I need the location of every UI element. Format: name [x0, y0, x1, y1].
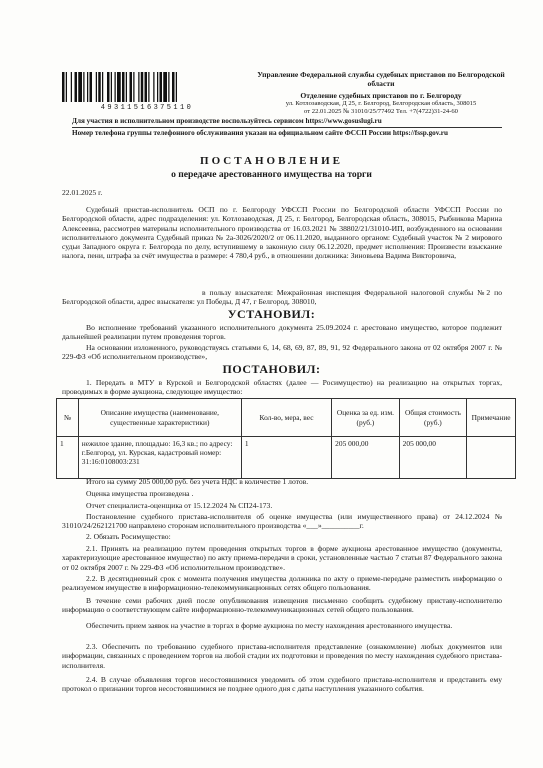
department-name: Отделение судебных приставов по г. Белгороду: [300, 90, 462, 100]
total-sum: Итого на сумму 205 000,00 руб. без учета НДС в количестве 1 лотов.: [86, 477, 309, 486]
barcode-bar: [172, 72, 175, 102]
established-text: Во исполнение требований указанного исполнительного документа 25.09.2024 г. арестовано имущество, которое подлежит дальнейшей реализации путем проведения торгов.: [62, 323, 502, 342]
department-address: ул. Котлозаводская, Д 25, г. Белгород, Белгородская область, 308015: [285, 99, 477, 107]
barcode-bar: [138, 72, 139, 102]
column-header: Кол-во, мера, вес: [241, 399, 331, 437]
barcode-digits: 49311516375110: [100, 104, 194, 112]
note: [467, 437, 516, 479]
property-table: [56, 398, 516, 479]
barcode-bar: [157, 72, 158, 102]
document-date: 22.01.2025 г.: [62, 188, 103, 197]
decision-item-2-1: 2.1. Принять на реализацию путем проведения открытых торгов в форме аукциона арестованное имущество (документы, характеризующие арестованное имущество) по акту приема-передачи в сроки, установленные частью 7 статьи 87 Федерального закона от 02 октября 2007 г. № 229-ФЗ «Об исполнительном производстве».: [62, 544, 502, 572]
column-header: Общая стоимость (руб.): [399, 399, 467, 437]
barcode-bar: [71, 72, 72, 102]
barcode: [62, 72, 232, 102]
barcode-bar: [163, 72, 167, 102]
column-header: Оценка за ед. изм. (руб.): [332, 399, 400, 437]
barcode-bar: [62, 72, 65, 102]
column-header: Примечание: [467, 399, 516, 437]
valuation-note: Оценка имущества произведена .: [86, 489, 194, 498]
decision-item-2-4: 2.4. В случае объявления торгов несостоявшимися уведомить об этом судебного пристава-исполнителя и представить ему протокол о признании торгов несостоявшимися не позднее одного дня с даты наступления указанного события.: [62, 675, 502, 694]
barcode-bar: [117, 72, 121, 102]
phone-notice: Номер телефона группы телефонного обслуживания указан на официальном сайте ФССП России https://fssp.gov.ru: [72, 129, 448, 137]
barcode-bar: [160, 72, 163, 102]
barcode-bar: [126, 72, 127, 102]
barcode-bar: [168, 72, 169, 102]
decision-item-2: 2. Обязать Росимущество:: [86, 532, 171, 541]
property-quantity: 1: [241, 437, 331, 479]
barcode-bar: [130, 72, 133, 102]
document-title: ПОСТАНОВЛЕНИЕ: [200, 155, 343, 167]
barcode-bar: [78, 72, 82, 102]
barcode-bar: [90, 72, 93, 102]
barcode-bar: [66, 72, 67, 102]
column-header: Описание имущества (наименование, существенные характеристики): [78, 399, 241, 437]
document-subtitle: о передаче арестованного имущества на торги: [171, 169, 372, 180]
decision-item-2-2-notice: В течение семи рабочих дней после опубликования извещения письменно сообщить судебному приставу-исполнителю информацию о соответствующем сайте информационно-телекоммуникационных сетей общего пользования.: [62, 596, 502, 615]
barcode-bar: [107, 72, 110, 102]
barcode-bar: [111, 72, 112, 102]
gosuslugi-notice: Для участия в исполнительном производстве воспользуйтесь сервисом https://www.gosuslugi.ru: [72, 117, 382, 125]
table-row: [57, 437, 516, 479]
claimant-paragraph: в пользу взыскателя: Межрайонная инспекция Федеральной налоговой службы №2 по Белгородской области, адрес взыскателя: ул Победы, Д 47, г Белгород, 308010,: [62, 288, 502, 307]
row-number: 1: [57, 437, 79, 479]
barcode-bar: [83, 72, 84, 102]
valuation-resolution: Постановление судебного пристава-исполнителя об оценке имущества (или имущественного права) от 24.12.2024 № 31010/24/262121700 направлено сторонам исполнительного производства «___»__________г.: [62, 512, 502, 531]
barcode-bar: [148, 72, 149, 102]
org-name: Управление Федеральной службы судебных приставов по Белгородской: [257, 70, 505, 79]
org-name-cont: области: [367, 79, 395, 89]
barcode-bar: [115, 72, 116, 102]
divider: [72, 127, 502, 128]
appraiser-report: Отчет специалиста-оценщика от 15.12.2024 № СП24-173.: [86, 501, 273, 510]
barcode-bar: [153, 72, 154, 102]
decision-item-2-3: 2.3. Обеспечить по требованию судебного пристава-исполнителя представление (ознакомление) любых документов или информации, связанных с проведением торгов на любой стадии их подготовки и проведения по месту нахождения судебного пристава-исполнителя.: [62, 642, 502, 670]
barcode-bar: [176, 72, 177, 102]
barcode-bar: [133, 72, 134, 102]
barcode-bar: [141, 72, 144, 102]
legal-basis-text: На основании изложенного, руководствуясь статьями 6, 14, 68, 69, 87, 89, 91, 92 Федерального закона от 02 октября 2007 г. № 229-ФЗ «Об исполнительном производстве»,: [62, 343, 502, 362]
section-heading-ustanovil: УСТАНОВИЛ:: [227, 307, 316, 321]
barcode-bar: [96, 72, 97, 102]
intro-paragraph: Судебный пристав-исполнитель ОСП по г. Белгороду УФССП России по Белгородской области УФССП России по Белгородской области, адрес подразделения: ул. Котлозаводская, Д 25, г. Белгород, Белгородская область, 308015, Рыбникова Марина Алексеевна, рассмотрев материалы исполнительного производства от 16.03.2021 № 38802/21/31010-ИП, возбужденного на основании исполнительного документа Судебный приказ № 2а-3026/2020/2 от 06.11.2020, выданного органом: Судебный участок № 2 мирового судьи Западного округа г. Белгорода по делу, вступившему в законную силу 06.12.2020, предмет исполнения: Произвести взыскание налога, пени, штрафа за счёт имущества в размере: 4 780,4 руб., в отношении должника: Зиновьева Вадима Викторовича,: [62, 205, 502, 261]
barcode-bar: [75, 72, 78, 102]
decision-item-2-2: 2.2. В десятидневный срок с момента получения имущества должника по акту о приеме-передаче разместить информацию о реализуемом имуществе в информационно-телекоммуникационных сетях общего пользования.: [62, 574, 502, 593]
barcode-bar: [98, 72, 101, 102]
total-price: 205 000,00: [399, 437, 467, 479]
unit-price: 205 000,00: [332, 437, 400, 479]
table-header-row: [57, 399, 516, 437]
reference-line: от 22.01.2025 № 31010/25/77492 Тел. +7(4722)31-24-60: [304, 107, 458, 115]
barcode-bar: [145, 72, 148, 102]
decision-item-2-2-applications: Обеспечить прием заявок на участие в торгах в форме аукциона по месту нахождения арестованного имущества.: [86, 621, 453, 630]
decision-item-1: 1. Передать в МТУ в Курской и Белгородской областях (далее — Росимущество) на реализацию на открытых торгах, проводимых в форме аукциона, следующее имущество:: [62, 378, 502, 397]
barcode-bar: [122, 72, 125, 102]
issuer-block: [236, 70, 526, 116]
barcode-bar: [87, 72, 88, 102]
column-header: №: [57, 399, 79, 437]
barcode-bar: [102, 72, 103, 102]
section-heading-postanovil: ПОСТАНОВИЛ:: [222, 362, 321, 376]
property-description: нежилое здание, площадью: 16,3 кв.; по адресу: г.Белгород, ул. Курская, кадастровый номер: 31:16:0108003:231: [78, 437, 241, 479]
